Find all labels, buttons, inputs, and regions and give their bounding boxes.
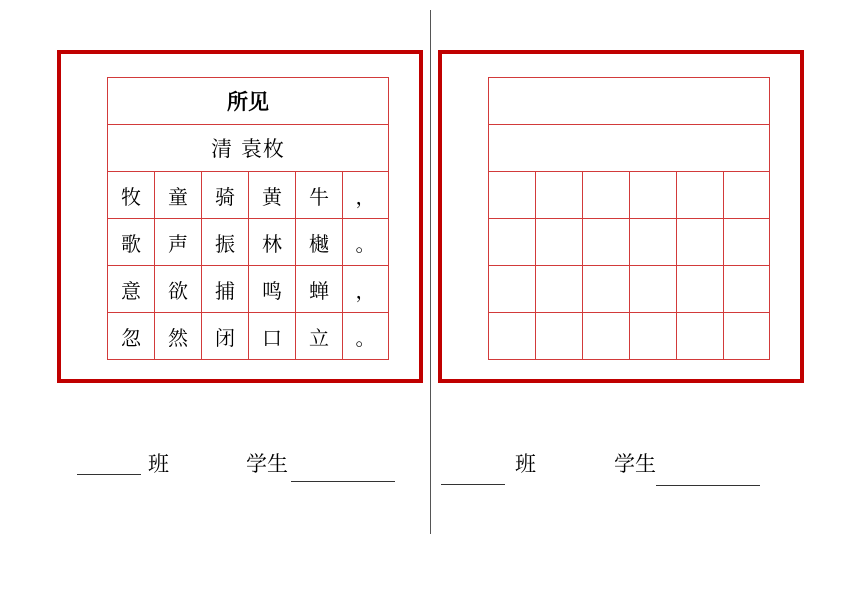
- poem-char: 牧: [108, 172, 155, 219]
- poem-char: 闭: [202, 313, 249, 360]
- poem-char: 骑: [202, 172, 249, 219]
- poem-char: 立: [296, 313, 343, 360]
- student-name-blank-right[interactable]: [656, 485, 760, 486]
- practice-cell[interactable]: [536, 219, 583, 266]
- poem-char: 意: [108, 266, 155, 313]
- poem-char: 振: [202, 219, 249, 266]
- poem-line: [108, 172, 389, 219]
- poem-char: 樾: [296, 219, 343, 266]
- poem-char: 黄: [249, 172, 296, 219]
- poem-punctuation: ，: [343, 266, 389, 313]
- practice-cell[interactable]: [583, 219, 630, 266]
- poem-punctuation: ，: [343, 172, 389, 219]
- student-label-right: 学生: [614, 452, 656, 476]
- practice-cell[interactable]: [724, 172, 770, 219]
- practice-frame: [438, 50, 804, 383]
- student-label-left: 学生: [246, 452, 288, 476]
- poem-char: 牛: [296, 172, 343, 219]
- poem-model-frame: [57, 50, 423, 383]
- poem-line: [108, 266, 389, 313]
- class-name-blank-right[interactable]: [441, 484, 505, 485]
- poem-char: 口: [249, 313, 296, 360]
- practice-cell[interactable]: [724, 266, 770, 313]
- poem-title: 所见: [108, 78, 389, 125]
- practice-cell[interactable]: [630, 266, 677, 313]
- practice-cell[interactable]: [489, 266, 536, 313]
- poem-char: 蝉: [296, 266, 343, 313]
- poem-char: 林: [249, 219, 296, 266]
- poem-punctuation: 。: [343, 313, 389, 360]
- poem-char: 歌: [108, 219, 155, 266]
- practice-cell[interactable]: [724, 219, 770, 266]
- class-label-right: 班: [515, 452, 536, 476]
- poem-char: 鸣: [249, 266, 296, 313]
- practice-line: [489, 266, 770, 313]
- practice-author-cell[interactable]: [489, 125, 770, 172]
- practice-cell[interactable]: [677, 172, 724, 219]
- practice-cell[interactable]: [677, 266, 724, 313]
- poem-char: 捕: [202, 266, 249, 313]
- practice-cell[interactable]: [630, 313, 677, 360]
- practice-line: [489, 172, 770, 219]
- practice-cell[interactable]: [536, 172, 583, 219]
- poem-model-grid: [107, 77, 389, 360]
- practice-cell[interactable]: [677, 313, 724, 360]
- practice-cell[interactable]: [489, 219, 536, 266]
- class-label-left: 班: [148, 452, 169, 476]
- poem-char: 欲: [155, 266, 202, 313]
- poem-char: 然: [155, 313, 202, 360]
- poem-author: 清 袁枚: [108, 125, 389, 172]
- poem-punctuation: 。: [343, 219, 389, 266]
- practice-cell[interactable]: [583, 172, 630, 219]
- practice-cell[interactable]: [630, 219, 677, 266]
- practice-cell[interactable]: [583, 266, 630, 313]
- practice-cell[interactable]: [677, 219, 724, 266]
- practice-cell[interactable]: [583, 313, 630, 360]
- practice-title-cell[interactable]: [489, 78, 770, 125]
- practice-cell[interactable]: [724, 313, 770, 360]
- poem-char: 忽: [108, 313, 155, 360]
- practice-cell[interactable]: [536, 266, 583, 313]
- poem-line: [108, 313, 389, 360]
- practice-cell[interactable]: [489, 172, 536, 219]
- center-fold-line: [430, 10, 431, 534]
- class-name-blank-left[interactable]: [77, 474, 141, 475]
- practice-cell[interactable]: [489, 313, 536, 360]
- practice-cell[interactable]: [536, 313, 583, 360]
- practice-cell[interactable]: [630, 172, 677, 219]
- poem-char: 童: [155, 172, 202, 219]
- poem-char: 声: [155, 219, 202, 266]
- practice-line: [489, 313, 770, 360]
- student-name-blank-left[interactable]: [291, 481, 395, 482]
- practice-line: [489, 219, 770, 266]
- poem-line: [108, 219, 389, 266]
- practice-grid: [488, 77, 770, 360]
